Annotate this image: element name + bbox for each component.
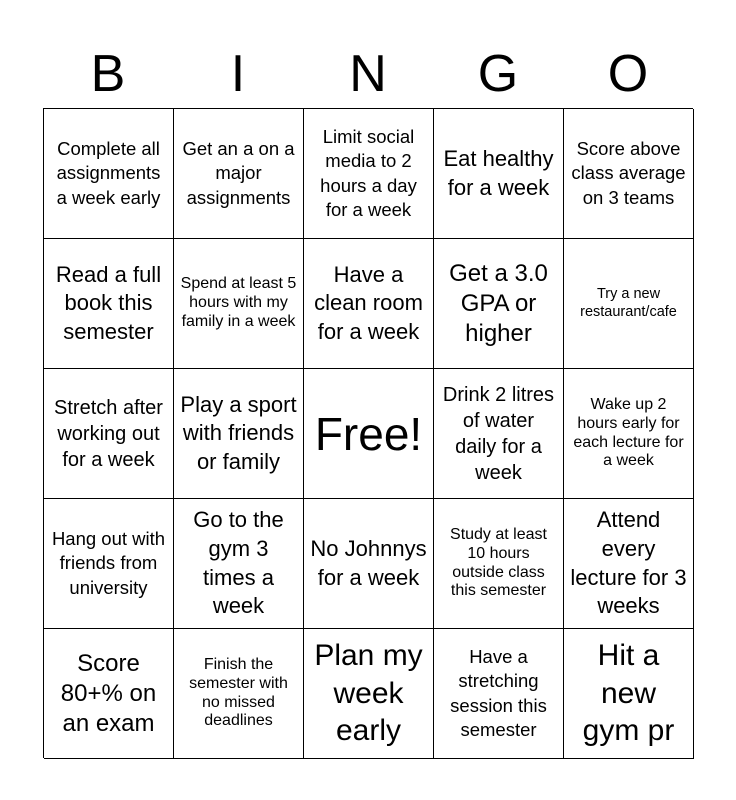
cell-text: Hang out with friends from university: [51, 528, 166, 598]
cell-text: Drink 2 litres of water daily for a week: [442, 383, 555, 484]
bingo-cell-r4c5[interactable]: [564, 499, 694, 629]
bingo-cell-r3c2[interactable]: [174, 369, 304, 499]
bingo-cell-r4c1[interactable]: [44, 499, 174, 629]
cell-text: Wake up 2 hours early for each lecture for a week: [573, 395, 684, 470]
bingo-cell-r5c2[interactable]: [174, 629, 304, 759]
bingo-cell-r1c2[interactable]: [174, 109, 304, 239]
bingo-cell-r3c1[interactable]: [44, 369, 174, 499]
bingo-cell-r2c3[interactable]: [304, 239, 434, 369]
cell-text: No Johnnys for a week: [310, 535, 427, 590]
cell-text: Go to the gym 3 times a week: [193, 507, 284, 619]
bingo-cell-r1c4[interactable]: [434, 109, 564, 239]
cell-text: Complete all assignments a week early: [56, 138, 161, 208]
bingo-header: [43, 40, 693, 108]
cell-text: Have a stretching session this semester: [450, 646, 547, 740]
cell-text: Plan my week early: [314, 639, 423, 748]
bingo-cell-r3c4[interactable]: [434, 369, 564, 499]
bingo-cell-r2c2[interactable]: [174, 239, 304, 369]
cell-text: Score 80+% on an exam: [60, 649, 157, 737]
header-letter-o: O: [607, 45, 649, 103]
bingo-cell-r2c4[interactable]: [434, 239, 564, 369]
bingo-cell-r4c4[interactable]: [434, 499, 564, 629]
header-letter-i: I: [230, 45, 246, 103]
header-letter-g: G: [477, 45, 519, 103]
cell-text: Finish the semester with no missed deadlines: [189, 655, 288, 730]
bingo-cell-r5c5[interactable]: [564, 629, 694, 759]
cell-text: Stretch after working out for a week: [54, 396, 163, 471]
cell-text: Eat healthy for a week: [443, 145, 554, 200]
bingo-cell-r2c5[interactable]: [564, 239, 694, 369]
cell-text: Have a clean room for a week: [314, 261, 423, 344]
bingo-board: [43, 108, 693, 758]
bingo-cell-r5c1[interactable]: [44, 629, 174, 759]
cell-text: Get a 3.0 GPA or higher: [449, 259, 548, 347]
cell-text: Free!: [314, 407, 423, 460]
cell-text: Play a sport with friends or family: [180, 391, 297, 474]
cell-text: Study at least 10 hours outside class this semester: [450, 525, 547, 600]
bingo-cell-r2c1[interactable]: [44, 239, 174, 369]
bingo-cell-free-space[interactable]: [304, 369, 434, 499]
bingo-cell-r5c4[interactable]: [434, 629, 564, 759]
bingo-cell-r4c3[interactable]: [304, 499, 434, 629]
bingo-cell-r4c2[interactable]: [174, 499, 304, 629]
cell-text: Try a new restaurant/cafe: [580, 286, 677, 320]
bingo-cell-r5c3[interactable]: [304, 629, 434, 759]
cell-text: Read a full book this semester: [55, 261, 162, 344]
bingo-cell-r1c1[interactable]: [44, 109, 174, 239]
header-letter-b: B: [90, 45, 126, 103]
cell-text: Spend at least 5 hours with my family in a week: [180, 275, 297, 330]
cell-text: Attend every lecture for 3 weeks: [570, 507, 687, 619]
bingo-cell-r3c5[interactable]: [564, 369, 694, 499]
bingo-cell-r1c3[interactable]: [304, 109, 434, 239]
cell-text: Limit social media to 2 hours a day for a week: [320, 126, 417, 220]
cell-text: Hit a new gym pr: [582, 639, 675, 748]
bingo-cell-r1c5[interactable]: [564, 109, 694, 239]
cell-text: Get an a on a major assignments: [182, 138, 295, 208]
cell-text: Score above class average on 3 teams: [571, 138, 686, 208]
header-letter-n: N: [349, 45, 387, 103]
